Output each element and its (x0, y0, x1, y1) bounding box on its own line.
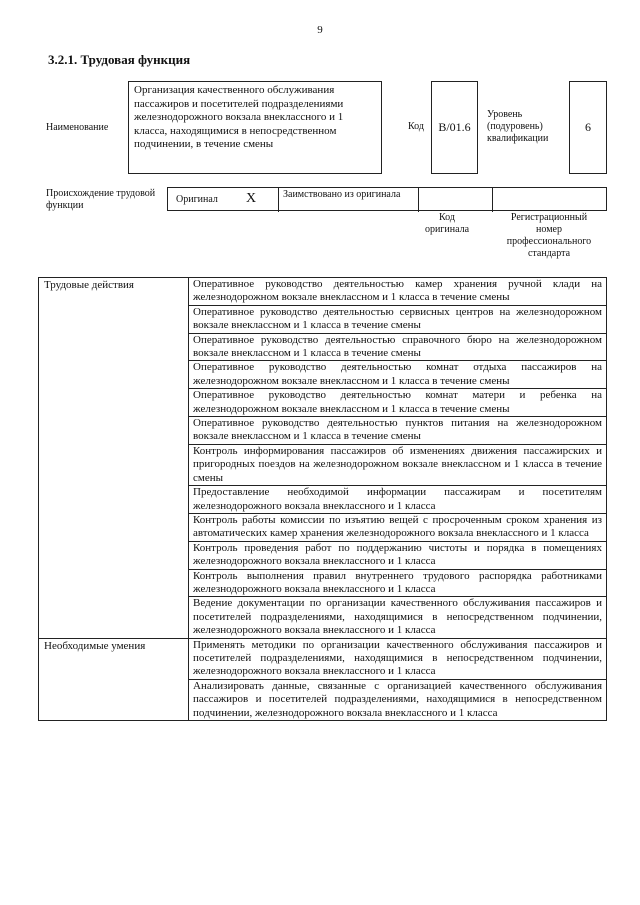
level-value: 6 (585, 120, 591, 134)
labor-action-item: Контроль информирования пассажиров об изменениях движения пассажирских и пригородных поездов на железнодорожном вокзале внеклассном и 1 класса в течение смены (189, 444, 607, 485)
labor-action-item: Контроль выполнения правил внутреннего трудового распорядка работниками железнодорожного вокзала внеклассного и 1 класса (189, 569, 607, 597)
labor-action-item: Ведение документации по организации качественного обслуживания пассажиров и посетителей подразделениями, находящимися в непосредственном подчинении, железнодорожного вокзала внеклассного и 1 класса (189, 597, 607, 638)
level-label: Уровень (подуровень) квалификации (487, 109, 549, 144)
function-name-box (128, 81, 382, 174)
section-title: 3.2.1. Трудовая функция (48, 52, 191, 67)
reg-number-cell (492, 188, 608, 212)
labor-action-item: Контроль работы комиссии по изъятию вещей с просроченным сроком хранения из автоматических камер хранения железнодорожного вокзала внеклассного и 1 класса (189, 513, 607, 541)
table-row (39, 638, 607, 679)
borrowed-label: Заимствовано из оригинала (283, 189, 401, 200)
labor-action-item: Оперативное руководство деятельностью пунктов питания на железнодорожном вокзале внеклассном и 1 класса в течение смены (189, 417, 607, 445)
labor-action-item: Оперативное руководство деятельностью сервисных центров на железнодорожном вокзале внеклассном и 1 класса в течение смены (189, 305, 607, 333)
labor-action-item: Оперативное руководство деятельностью камер хранения ручной клади на железнодорожном вокзале внеклассном и 1 класса в течение смены (189, 278, 607, 306)
original-mark: X (246, 191, 257, 206)
skill-item: Анализировать данные, связанные с организацией качественного обслуживания пассажиров и посетителей подразделениями, находящимися в непосредственном подчинении, железнодорожного вокзала внеклассного и 1 класса (189, 679, 607, 720)
name-label: Наименование (46, 122, 109, 133)
labor-action-item: Контроль проведения работ по поддержанию чистоты и порядка в помещениях железнодорожного вокзала внеклассного и 1 класса (189, 541, 607, 569)
original-label: Оригинал (176, 194, 218, 205)
code-box (431, 81, 478, 174)
labor-action-item: Оперативное руководство деятельностью комнат матери и ребенка на железнодорожном вокзале внеклассном и 1 класса в течение смены (189, 389, 607, 417)
labor-function-table (38, 277, 607, 721)
required-skills-title: Необходимые умения (39, 638, 189, 720)
code-value: B/01.6 (438, 120, 471, 134)
origin-label: Происхождение трудовой функции (46, 188, 156, 211)
skill-item: Применять методики по организации качественного обслуживания пассажиров и посетителей подразделениями, находящимися в непосредственном подчинении, железнодорожного вокзала внеклассного и 1 класса (189, 638, 607, 679)
function-name-value: Организация качественного обслуживания пассажиров и посетителей подразделениями железнодорожного вокзала внеклассного и 1 класса, находящимися в непосредственном подчинении, в течение смены (134, 84, 344, 151)
borrowed-cell (278, 188, 418, 212)
original-cell (168, 188, 278, 212)
reg-number-caption: Регистрационный номер профессионального стандарта (506, 212, 592, 259)
table-row (39, 278, 607, 306)
code-original-cell (418, 188, 492, 212)
level-box (569, 81, 607, 174)
labor-action-item: Оперативное руководство деятельностью справочного бюро на железнодорожном вокзале внеклассном и 1 класса в течение смены (189, 333, 607, 361)
labor-action-item: Предоставление необходимой информации пассажирам и посетителям железнодорожного вокзала внеклассного и 1 класса (189, 486, 607, 514)
labor-action-item: Оперативное руководство деятельностью комнат отдыха пассажиров на железнодорожном вокзале внеклассном и 1 класса в течение смены (189, 361, 607, 389)
code-original-caption: Код оригинала (424, 212, 470, 235)
page-number: 9 (317, 24, 323, 36)
origin-row (167, 187, 607, 211)
labor-actions-title: Трудовые действия (39, 278, 189, 639)
code-label: Код (408, 121, 424, 132)
